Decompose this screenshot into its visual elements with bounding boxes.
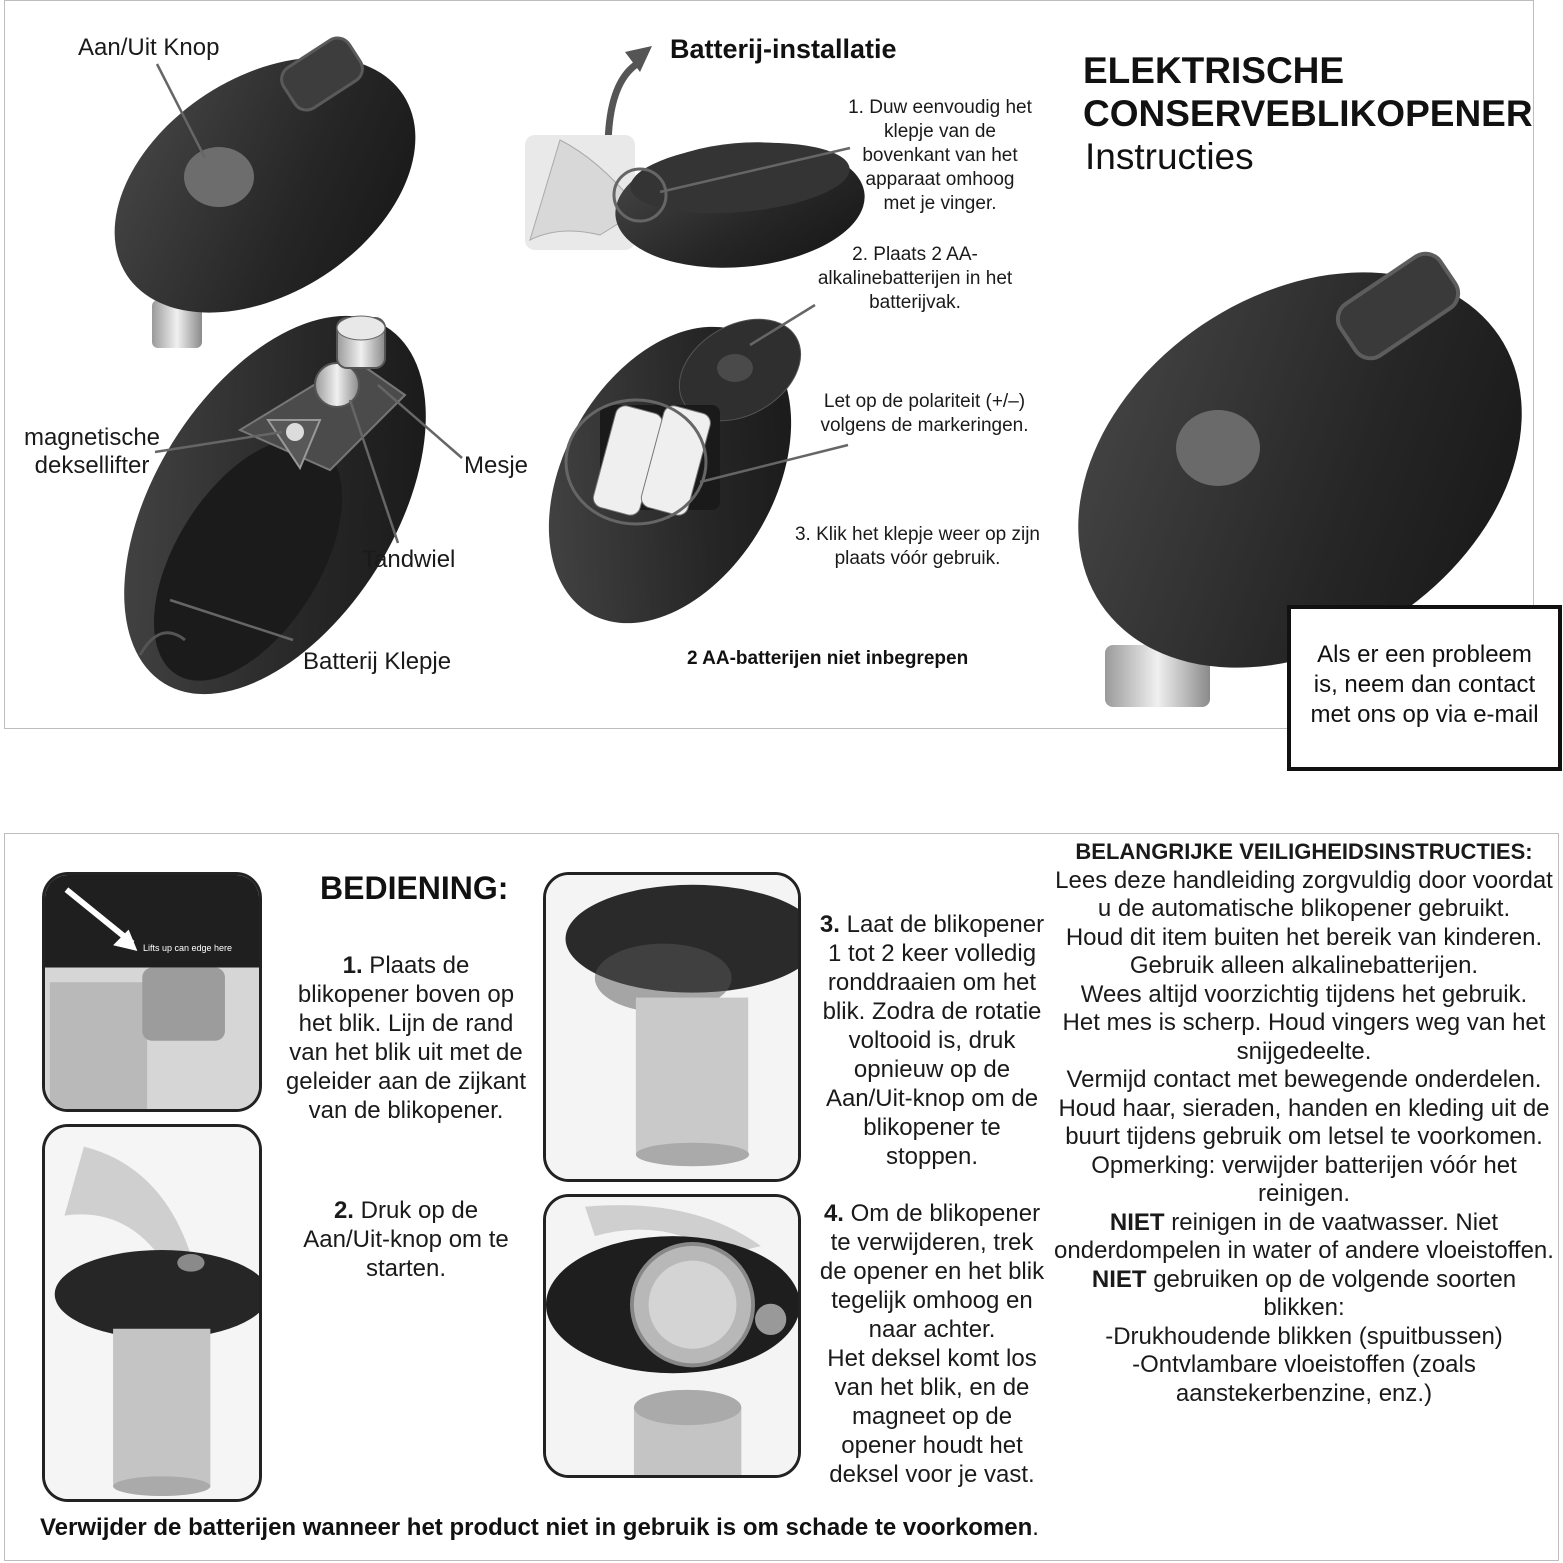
operation-step-1	[272, 951, 540, 1125]
contact-text: Als er een probleem is, neem dan contact met ons op via e-mail	[1310, 641, 1539, 728]
photo-step3	[543, 872, 801, 1182]
safety-p3: Gebruik alleen alkalinebatterijen.	[1129, 952, 1479, 979]
safety-p11: -Ontvlambare vloeistoffen (zoals aanstekerbenzine, enz.)	[1132, 1351, 1476, 1407]
install-step-2: 2. Plaats 2 AA- alkalinebatterijen in het batterijvak.	[817, 244, 1013, 313]
step-1-number: 1.	[342, 952, 363, 979]
label-power-button: Aan/Uit Knop	[78, 34, 220, 61]
gear-icon	[315, 363, 359, 407]
label-battery-cover: Batterij Klepje	[303, 648, 452, 675]
step-2-number: 2.	[333, 1197, 354, 1224]
page-title-line1: ELEKTRISCHE	[1083, 50, 1345, 91]
safety-p1: Lees deze handleiding zorgvuldig door voordat u de automatische blikopener gebruikt.	[1055, 866, 1553, 922]
safety-p7: Opmerking: verwijder batterijen vóór het reinigen.	[1091, 1151, 1517, 1207]
step-3-number: 3.	[819, 911, 840, 938]
photo-step1-caption: Lifts up can edge here	[143, 943, 233, 953]
safety-p10: -Drukhoudende blikken (spuitbussen)	[1105, 1322, 1503, 1350]
install-step-3: 3. Klik het klepje weer op zijn plaats vóór gebruik.	[794, 524, 1040, 569]
label-magnetic-lifter: magnetische deksellifter	[23, 424, 161, 479]
safety-p5: Het mes is scherp. Houd vingers weg van het snijgedeelte.	[1062, 1009, 1546, 1065]
page-title-line2: CONSERVEBLIKOPENER	[1083, 93, 1533, 134]
step-2-text: Druk op de Aan/Uit-knop om te starten.	[303, 1197, 509, 1282]
step-1-text: Plaats de blikopener boven op het blik. Lijn de rand van het blik uit met de geleider aan de zijkant van de blikopener.	[285, 952, 527, 1124]
operation-step-2	[272, 1196, 540, 1283]
photo-step4	[543, 1194, 801, 1478]
operation-step-3	[804, 910, 1060, 1171]
install-polarity: Let op de polariteit (+/–) volgens de markeringen.	[820, 391, 1029, 436]
battery-install-heading: Batterij-installatie	[670, 34, 897, 64]
magnet-icon	[286, 423, 304, 441]
safety-heading: BELANGRIJKE VEILIGHEIDSINSTRUCTIES:	[1075, 839, 1533, 864]
photo-step2	[42, 1124, 262, 1502]
safety-p2: Houd dit item buiten het bereik van kinderen.	[1065, 923, 1543, 951]
safety-p8: NIET reinigen in de vaatwasser. Niet onderdompelen in water of andere vloeistoffen.	[1054, 1208, 1554, 1264]
batteries-not-included: 2 AA-batterijen niet inbegrepen	[687, 648, 969, 669]
photo-step1	[42, 872, 262, 1112]
safety-instructions	[1052, 838, 1556, 1408]
step-4-number: 4.	[823, 1200, 844, 1227]
label-gear: Tandwiel	[362, 546, 456, 573]
label-blade: Mesje	[464, 452, 529, 479]
safety-p6: Vermijd contact met bewegende onderdelen. Houd haar, sieraden, handen en kleding uit de buurt tijdens gebruik om letsel te voorkomen.	[1058, 1066, 1550, 1150]
operation-heading: BEDIENING:	[320, 870, 509, 906]
operation-step-4	[804, 1199, 1060, 1489]
install-step-1: 1. Duw eenvoudig het klepje van de bovenkant van het apparaat omhoog met je vinger.	[848, 97, 1032, 214]
safety-p4: Wees altijd voorzichtig tijdens het gebruik.	[1080, 980, 1528, 1008]
step-3-text: Laat de blikopener 1 tot 2 keer volledig ronddraaien om het blik. Zodra de rotatie voltooid is, druk opnieuw op de Aan/Uit-knop om de blikopener te stoppen.	[822, 911, 1045, 1170]
power-button-icon	[184, 147, 254, 207]
safety-p9: NIET gebruiken op de volgende soorten blikken:	[1091, 1265, 1517, 1321]
page-subtitle: Instructies	[1085, 136, 1254, 177]
footer-note: Verwijder de batterijen wanneer het product niet in gebruik is om schade te voorkomen.	[40, 1514, 1039, 1541]
step-4-text: Om de blikopener te verwijderen, trek de opener en het blik tegelijk omhoog en naar achter. Het deksel komt los van het blik, en de magneet op de opener houdt het deksel voor je vast.	[819, 1200, 1045, 1488]
device-battery-compartment	[499, 284, 841, 666]
